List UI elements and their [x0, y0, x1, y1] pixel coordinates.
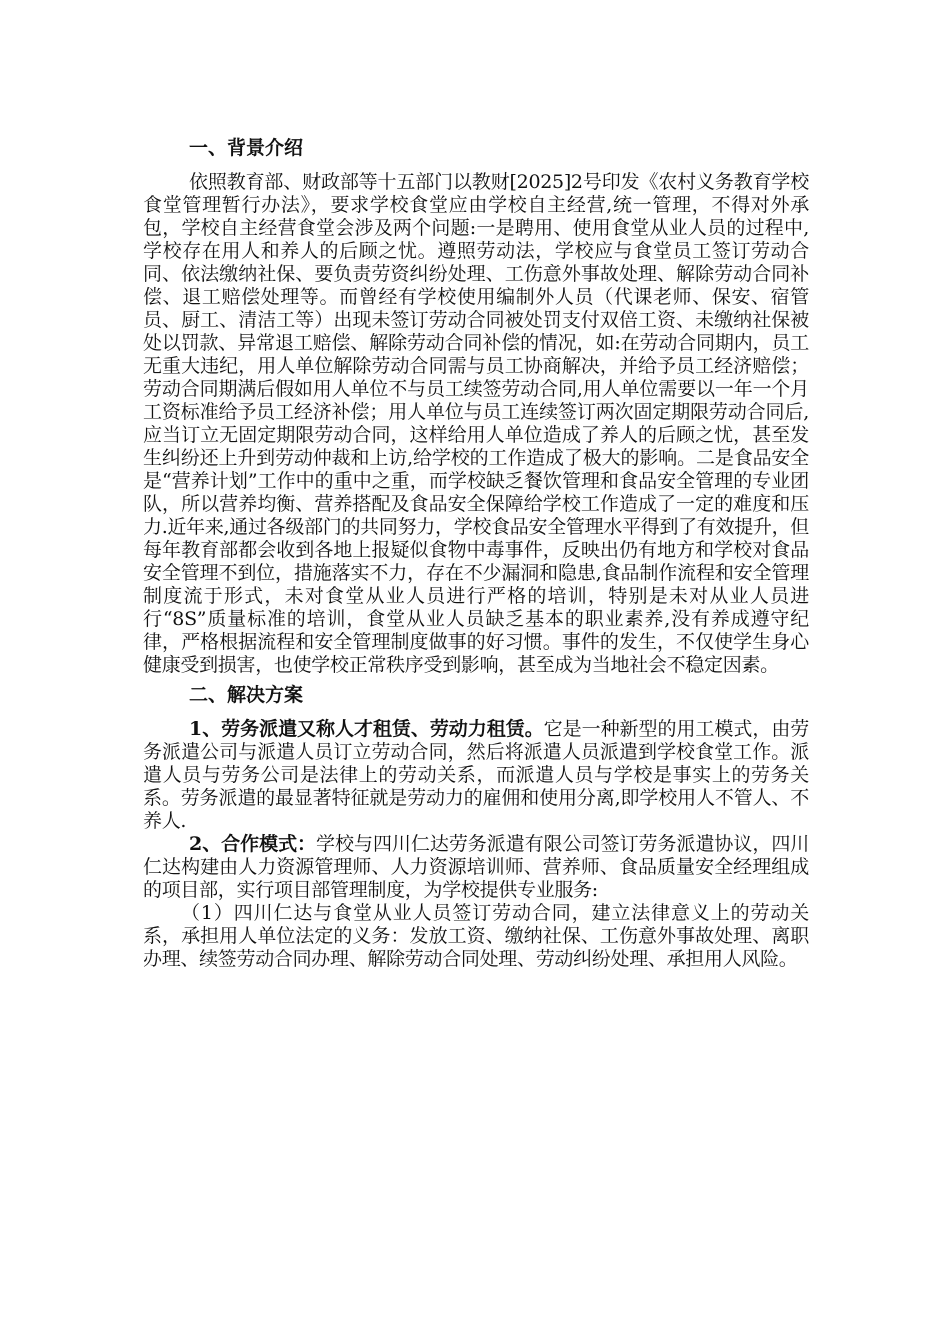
- solution-subitem-1: （1）四川仁达与食堂从业人员签订劳动合同，建立法律意义上的劳动关系，承担用人单位法定的义务：发放工资、缴纳社保、工伤意外事故处理、离职办理、续签劳动合同办理、解除劳动合同处理、劳动纠纷处理、承担用人风险。: [143, 902, 809, 970]
- section-heading-solution: 二、解决方案: [189, 684, 304, 706]
- document-body: [143, 133, 809, 971]
- background-paragraph: 依照教育部、财政部等十五部门以教财[2025]2号印发《农村义务教育学校食堂管理暂行办法》，要求学校食堂应由学校自主经营,统一管理，不得对外承包，学校自主经营食堂会涉及两个问题:一是聘用、使用食堂从业人员的过程中,学校存在用人和养人的后顾之忧。遵照劳动法，学校应与食堂员工签订劳动合同、依法缴纳社保、要负责劳资纠纷处理、工伤意外事故处理、解除劳动合同补偿、退工赔偿处理等。而曾经有学校使用编制外人员（代课老师、保安、宿管员、厨工、清洁工等）出现未签订劳动合同被处罚支付双倍工资、未缴纳社保被处以罚款、异常退工赔偿、解除劳动合同补偿的情况，如:在劳动合同期内，员工无重大违纪，用人单位解除劳动合同需与员工协商解决，并给予员工经济赔偿；劳动合同期满后假如用人单位不与员工续签劳动合同,用人单位需要以一年一个月工资标准给予员工经济补偿；用人单位与员工连续签订两次固定期限劳动合同后,应当订立无固定期限劳动合同，这样给用人单位造成了养人的后顾之忧，甚至发生纠纷还上升到劳动仲裁和上访,给学校的工作造成了极大的影响。二是食品安全是“营养计划”工作中的重中之重，而学校缺乏餐饮管理和食品安全管理的专业团队，所以营养均衡、营养搭配及食品安全保障给学校工作造成了一定的难度和压力.近年来,通过各级部门的共同努力，学校食品安全管理水平得到了有效提升，但每年教育部都会收到各地上报疑似食物中毒事件，反映出仍有地方和学校对食品安全管理不到位，措施落实不力，存在不少漏洞和隐患,食品制作流程和安全管理制度流于形式，未对食堂从业人员进行严格的培训，特别是未对从业人员进行“8S”质量标准的培训，食堂从业人员缺乏基本的职业素养,没有养成遵守纪律，严格根据流程和安全管理制度做事的好习惯。事件的发生，不仅使学生身心健康受到损害，也使学校正常秩序受到影响，甚至成为当地社会不稳定因素。: [143, 171, 809, 676]
- solution-item-labor-dispatch: [143, 718, 809, 833]
- item-body-text: 学校与四川仁达劳务派遣有限公司签订劳务派遣协议，四川仁达构建由人力资源管理师、人力资源培训师、营养师、食品质量安全经理组成的项目部，实行项目部管理制度，为学校提供专业服务:: [143, 833, 810, 901]
- solution-item-cooperation-mode: [143, 833, 809, 902]
- item-lead-text: 2、合作模式：: [189, 833, 317, 855]
- section-heading-background: 一、背景介绍: [189, 137, 304, 159]
- item-lead-text: 1、劳务派遣又称人才租赁、劳动力租赁。: [189, 718, 544, 740]
- item-body-text: 它是一种新型的用工模式，由劳务派遣公司与派遣人员订立劳动合同，然后将派遣人员派遣到学校食堂工作。派遣人员与劳务公司是法律上的劳动关系，而派遣人员与学校是事实上的劳务关系。劳务派遣的最显著特征就是劳动力的雇佣和使用分离,即学校用人不管人、不养人.: [143, 718, 809, 832]
